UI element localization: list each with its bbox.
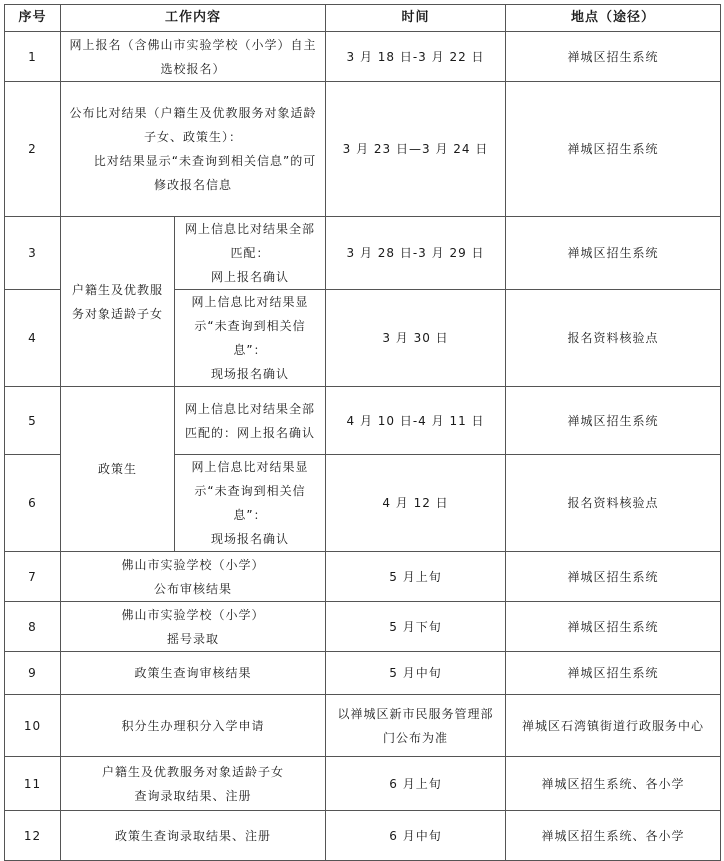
row-place: 禅城区招生系统 [506,32,721,82]
row-no: 10 [5,695,61,757]
row-time: 4 月 10 日-4 月 11 日 [326,387,506,455]
row-place: 报名资料核验点 [506,455,721,552]
row-task [61,82,326,217]
group-label-policy: 政策生 [61,387,175,552]
row-task [61,602,326,652]
row-task [175,217,326,290]
row-task: 政策生查询录取结果、注册 [61,811,326,861]
row-task-line: 查询录取结果、注册 [134,788,252,803]
table-row [5,602,721,652]
row-place: 报名资料核验点 [506,290,721,387]
row-task-line: 摇号录取 [167,631,220,646]
enrollment-schedule-table [4,4,721,861]
row-task: 积分生办理积分入学申请 [61,695,326,757]
row-time: 6 月中旬 [326,811,506,861]
row-task-line: 网上报名确认 [211,270,290,284]
row-place: 禅城区招生系统、各小学 [506,757,721,811]
row-task-line: 佛山市实验学校（小学） [121,607,265,622]
table-row [5,757,721,811]
row-task [175,455,326,552]
row-task-line: 网上信息比对结果显示“未查询到相关信息”： [191,460,309,522]
row-place: 禅城区招生系统、各小学 [506,811,721,861]
row-no: 11 [5,757,61,811]
row-no: 5 [5,387,61,455]
row-time: 4 月 12 日 [326,455,506,552]
table-row [5,552,721,602]
row-time: 5 月上旬 [326,552,506,602]
row-time: 5 月下旬 [326,602,506,652]
row-time: 6 月上旬 [326,757,506,811]
row-time: 以禅城区新市民服务管理部门公布为准 [326,695,506,757]
row-task-line: 佛山市实验学校（小学） [121,557,265,572]
row-task: 网上报名（含佛山市实验学校（小学）自主选校报名） [61,32,326,82]
row-time: 3 月 28 日-3 月 29 日 [326,217,506,290]
table-row [5,695,721,757]
row-no: 12 [5,811,61,861]
row-task-line: 网上信息比对结果显示“未查询到相关信息”： [191,295,309,357]
row-no: 2 [5,82,61,217]
row-task-line: 公布审核结果 [154,581,233,596]
table-row [5,811,721,861]
table-row [5,217,721,290]
row-task-line: 现场报名确认 [211,532,290,546]
group-label-huji: 户籍生及优教服务对象适龄子女 [61,217,175,387]
table-header-row [5,5,721,32]
table-row [5,32,721,82]
row-time: 3 月 18 日-3 月 22 日 [326,32,506,82]
row-place: 禅城区招生系统 [506,652,721,695]
row-time: 3 月 30 日 [326,290,506,387]
row-place: 禅城区招生系统 [506,82,721,217]
row-task-line: 公布比对结果（户籍生及优教服务对象适龄子女、政策生）： [69,106,317,144]
row-no: 6 [5,455,61,552]
row-task-line: 网上信息比对结果全部匹配： [185,222,316,260]
table-row [5,652,721,695]
row-time: 5 月中旬 [326,652,506,695]
row-place: 禅城区石湾镇街道行政服务中心 [506,695,721,757]
row-task-line: 现场报名确认 [211,367,290,381]
row-no: 9 [5,652,61,695]
row-no: 8 [5,602,61,652]
row-no: 3 [5,217,61,290]
row-task: 网上信息比对结果全部匹配的：网上报名确认 [175,387,326,455]
header-no: 序号 [5,5,61,32]
row-place: 禅城区招生系统 [506,387,721,455]
row-no: 4 [5,290,61,387]
header-time: 时间 [326,5,506,32]
row-task [61,552,326,602]
row-no: 1 [5,32,61,82]
row-task [61,757,326,811]
table-row [5,82,721,217]
row-task-line: 户籍生及优教服务对象适龄子女 [102,764,285,779]
row-task [175,290,326,387]
row-place: 禅城区招生系统 [506,552,721,602]
row-no: 7 [5,552,61,602]
row-time: 3 月 23 日—3 月 24 日 [326,82,506,217]
row-place: 禅城区招生系统 [506,217,721,290]
header-place: 地点（途径） [506,5,721,32]
header-task: 工作内容 [61,5,326,32]
row-task: 政策生查询审核结果 [61,652,326,695]
row-task-line: 比对结果显示“未查询到相关信息”的可修改报名信息 [93,154,317,192]
row-place: 禅城区招生系统 [506,602,721,652]
table-row [5,387,721,455]
